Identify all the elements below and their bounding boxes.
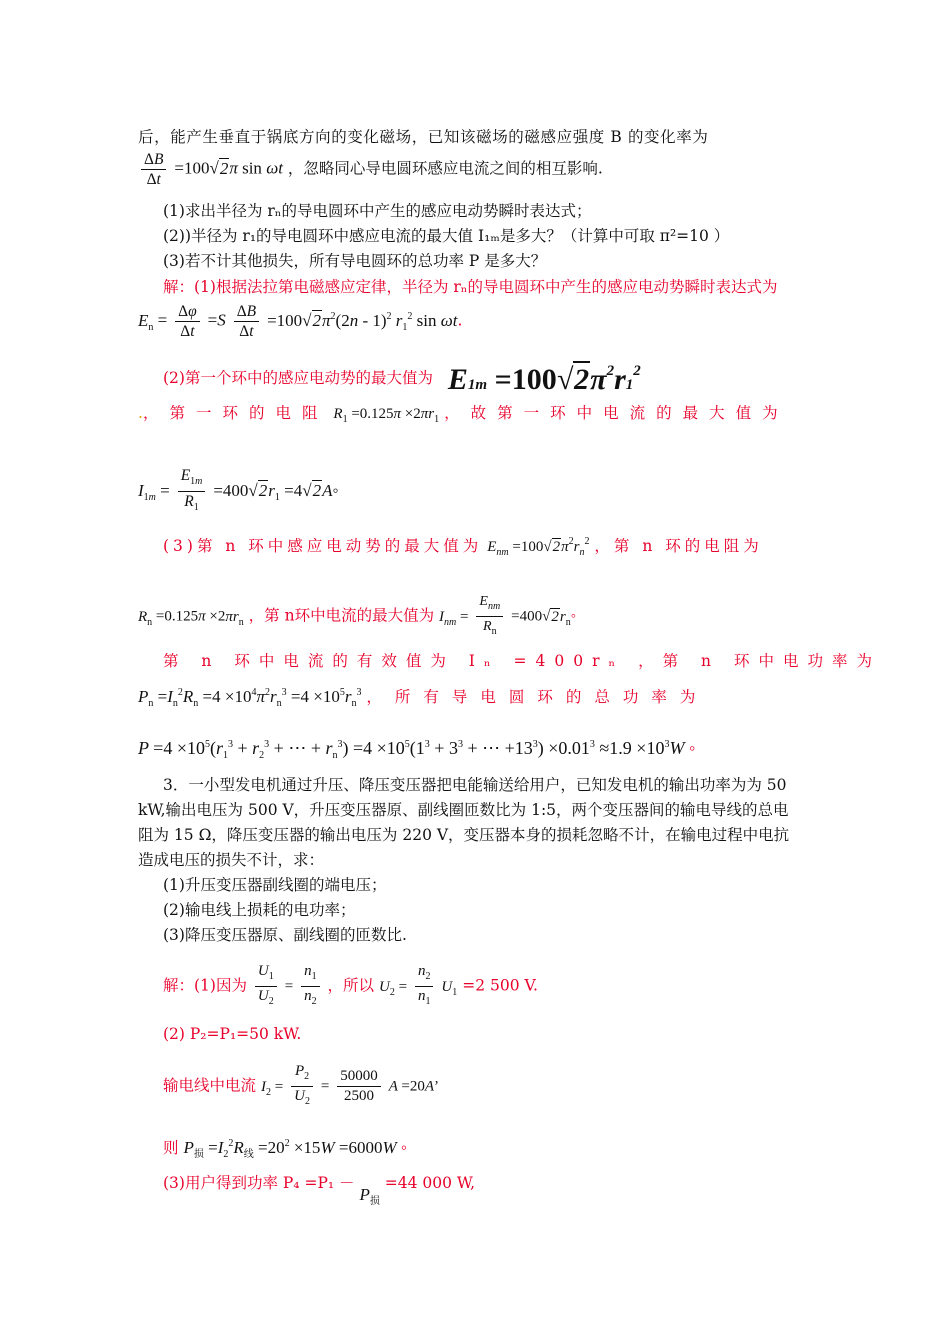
solution-1: 解：(1)根据法拉第电磁感应定律，半径为 rₙ的导电圆环中产生的感应电动势瞬时表达式为 [163, 278, 778, 296]
problem-3: 3．一小型发电机通过升压、降压变压器把电能输送给用户，已知发电机的输出功率为为 50 [163, 776, 787, 794]
answer-3: (3)用户得到功率 $P_4 =P_1 - P_损 =44$ 000 W, [163, 1174, 476, 1207]
problem-3-line: kW,输出电压为 500 V，升压变压器原、副线圈匝数比为 1:5，两个变压器间的输电导线的总电 [138, 801, 789, 819]
formula-total: $P =4 \times 10^5(r_1^3 + r_2^3$ + ⋯ + $r_n^3) =4 \times 10^5(1^3 + 3^3$ + ⋯ $+13^3) \times 0.01^3 \approx 1.9 \times 10^3W$ ◦ [138, 738, 696, 761]
formula-pn: $P_n =I_n^2R_n =4 \times 10^4\pi^2r_n^3 =4 \times 10^5r_n^3$ ，所有导电圆环的总功率为 [138, 687, 709, 709]
text-span: ，第 n 环的电阻为 [594, 537, 763, 555]
text-span: ，所以 [327, 976, 375, 995]
text-span: ，第一环的电阻 [142, 404, 329, 422]
text-span: ，故第一环中电流的最大值为 [444, 404, 789, 422]
formula-rn: $R_n =0.125\pi \times 2\pi r_n$ ，第 n环中电流的最大值为 $I_{nm}$ = $\frac{E_{nm}}{R_n}$ $=400√2r_n◦$ [138, 594, 577, 637]
solution-2: (2)第一个环中的感应电动势的最大值为 $E1m =100√2\pi^2r1^2$ [163, 363, 641, 396]
answer-1: 解：(1)因为 $\frac{U_1}{U_2}$ = $\frac{n_1}{n_2}$ ，所以 $U_2$ = $\frac{n_2}{n_1}$ $U_1 =2$ 500 V. [163, 963, 538, 1007]
current-line: 输电线中电流 $I_2$ = $\frac{P_2}{U_2}$ = $\frac{50000}{2500}$ A =20A’ [163, 1063, 440, 1107]
resistance-line: .，第一环的电阻 $R_1 =0.125\pi \times 2\pi r_1$ ，故第一环中电流的最大值为 [138, 404, 789, 425]
formula-i1m: $I_{1m}$ = $\frac{E_{1m}}{R_1}$ $=400√2r_1$ =4√2A◦ [138, 467, 339, 513]
text-span: (3)第 n 环中感应电动势的最大值为 [163, 537, 483, 555]
text-span: ，所有导电圆环的总功率为 [366, 688, 709, 706]
formula-emf: $E_n$ = $\frac{\Delta\varphi}{\Delta t}$ =S $\frac{\Delta B}{\Delta t}$ $=100√2\pi^2(2n - 1)^2$ $r_1^2$ sin ωt. [138, 303, 463, 340]
formula-line: $\frac{\Delta B}{\Delta t}$ =100√2π sin ωt ，忽略同心导电圆环感应电流之间的相互影响. [138, 150, 603, 189]
effective-line: 第 n 环中电流的有效值为 Iₙ =400rₙ ，第 n 环中电功率为 [163, 652, 881, 670]
text-line: 后，能产生垂直于锅底方向的变化磁场，已知该磁场的磁感应强度 B 的变化率为 [138, 128, 709, 146]
sub-question-1: (1)升压变压器副线圈的端电压； [163, 876, 387, 894]
answer-2: (2) P₂=P₁=50 kW. [163, 1025, 302, 1043]
text-span: (2)第一个环中的感应电动势的最大值为 [163, 369, 433, 387]
text-span: ，忽略同心导电圆环感应电流之间的相互影响. [287, 159, 603, 178]
question-3: (3)若不计其他损失，所有导电圆环的总功率 P 是多大？ [163, 252, 547, 270]
text-span: (3)用户得到功率 P₄ =P₁ － [163, 1174, 355, 1192]
text-span: =2 500 V. [462, 976, 538, 995]
solution-3: (3)第 n 环中感应电动势的最大值为 $E_{nm} =100√2\pi^2r_n^2$ ，第 n 环的电阻为 [163, 536, 763, 558]
sub-question-2: (2)输电线上损耗的电功率； [163, 901, 356, 919]
question-1: (1)求出半径为 rₙ的导电圆环中产生的感应电动势瞬时表达式； [163, 202, 592, 220]
sub-question-3: (3)降压变压器原、副线圈的匝数比. [163, 926, 407, 944]
problem-3-line: 造成电压的损失不计，求： [138, 851, 325, 869]
text-span: 输电线中电流 [163, 1076, 257, 1095]
text-span: =44 000 W, [384, 1174, 476, 1192]
text-span: 则 [163, 1139, 179, 1157]
problem-3-line: 阻为 15 Ω，降压变压器的输出电压为 220 V，变压器本身的损耗忽略不计，在输电过程中电抗 [138, 826, 790, 844]
loss-line: 则 $P_损 =I_2^2R_线 =20^2 \times 15W =6000W$ ◦ [163, 1138, 407, 1160]
text-span: ，第 n环中电流的最大值为 [248, 606, 435, 625]
question-2: (2))半径为 r₁的导电圆环中感应电流的最大值 I₁ₘ是多大？（计算中可取 π²=10 ） [163, 227, 730, 245]
text-span: 解：(1)因为 [163, 976, 247, 995]
